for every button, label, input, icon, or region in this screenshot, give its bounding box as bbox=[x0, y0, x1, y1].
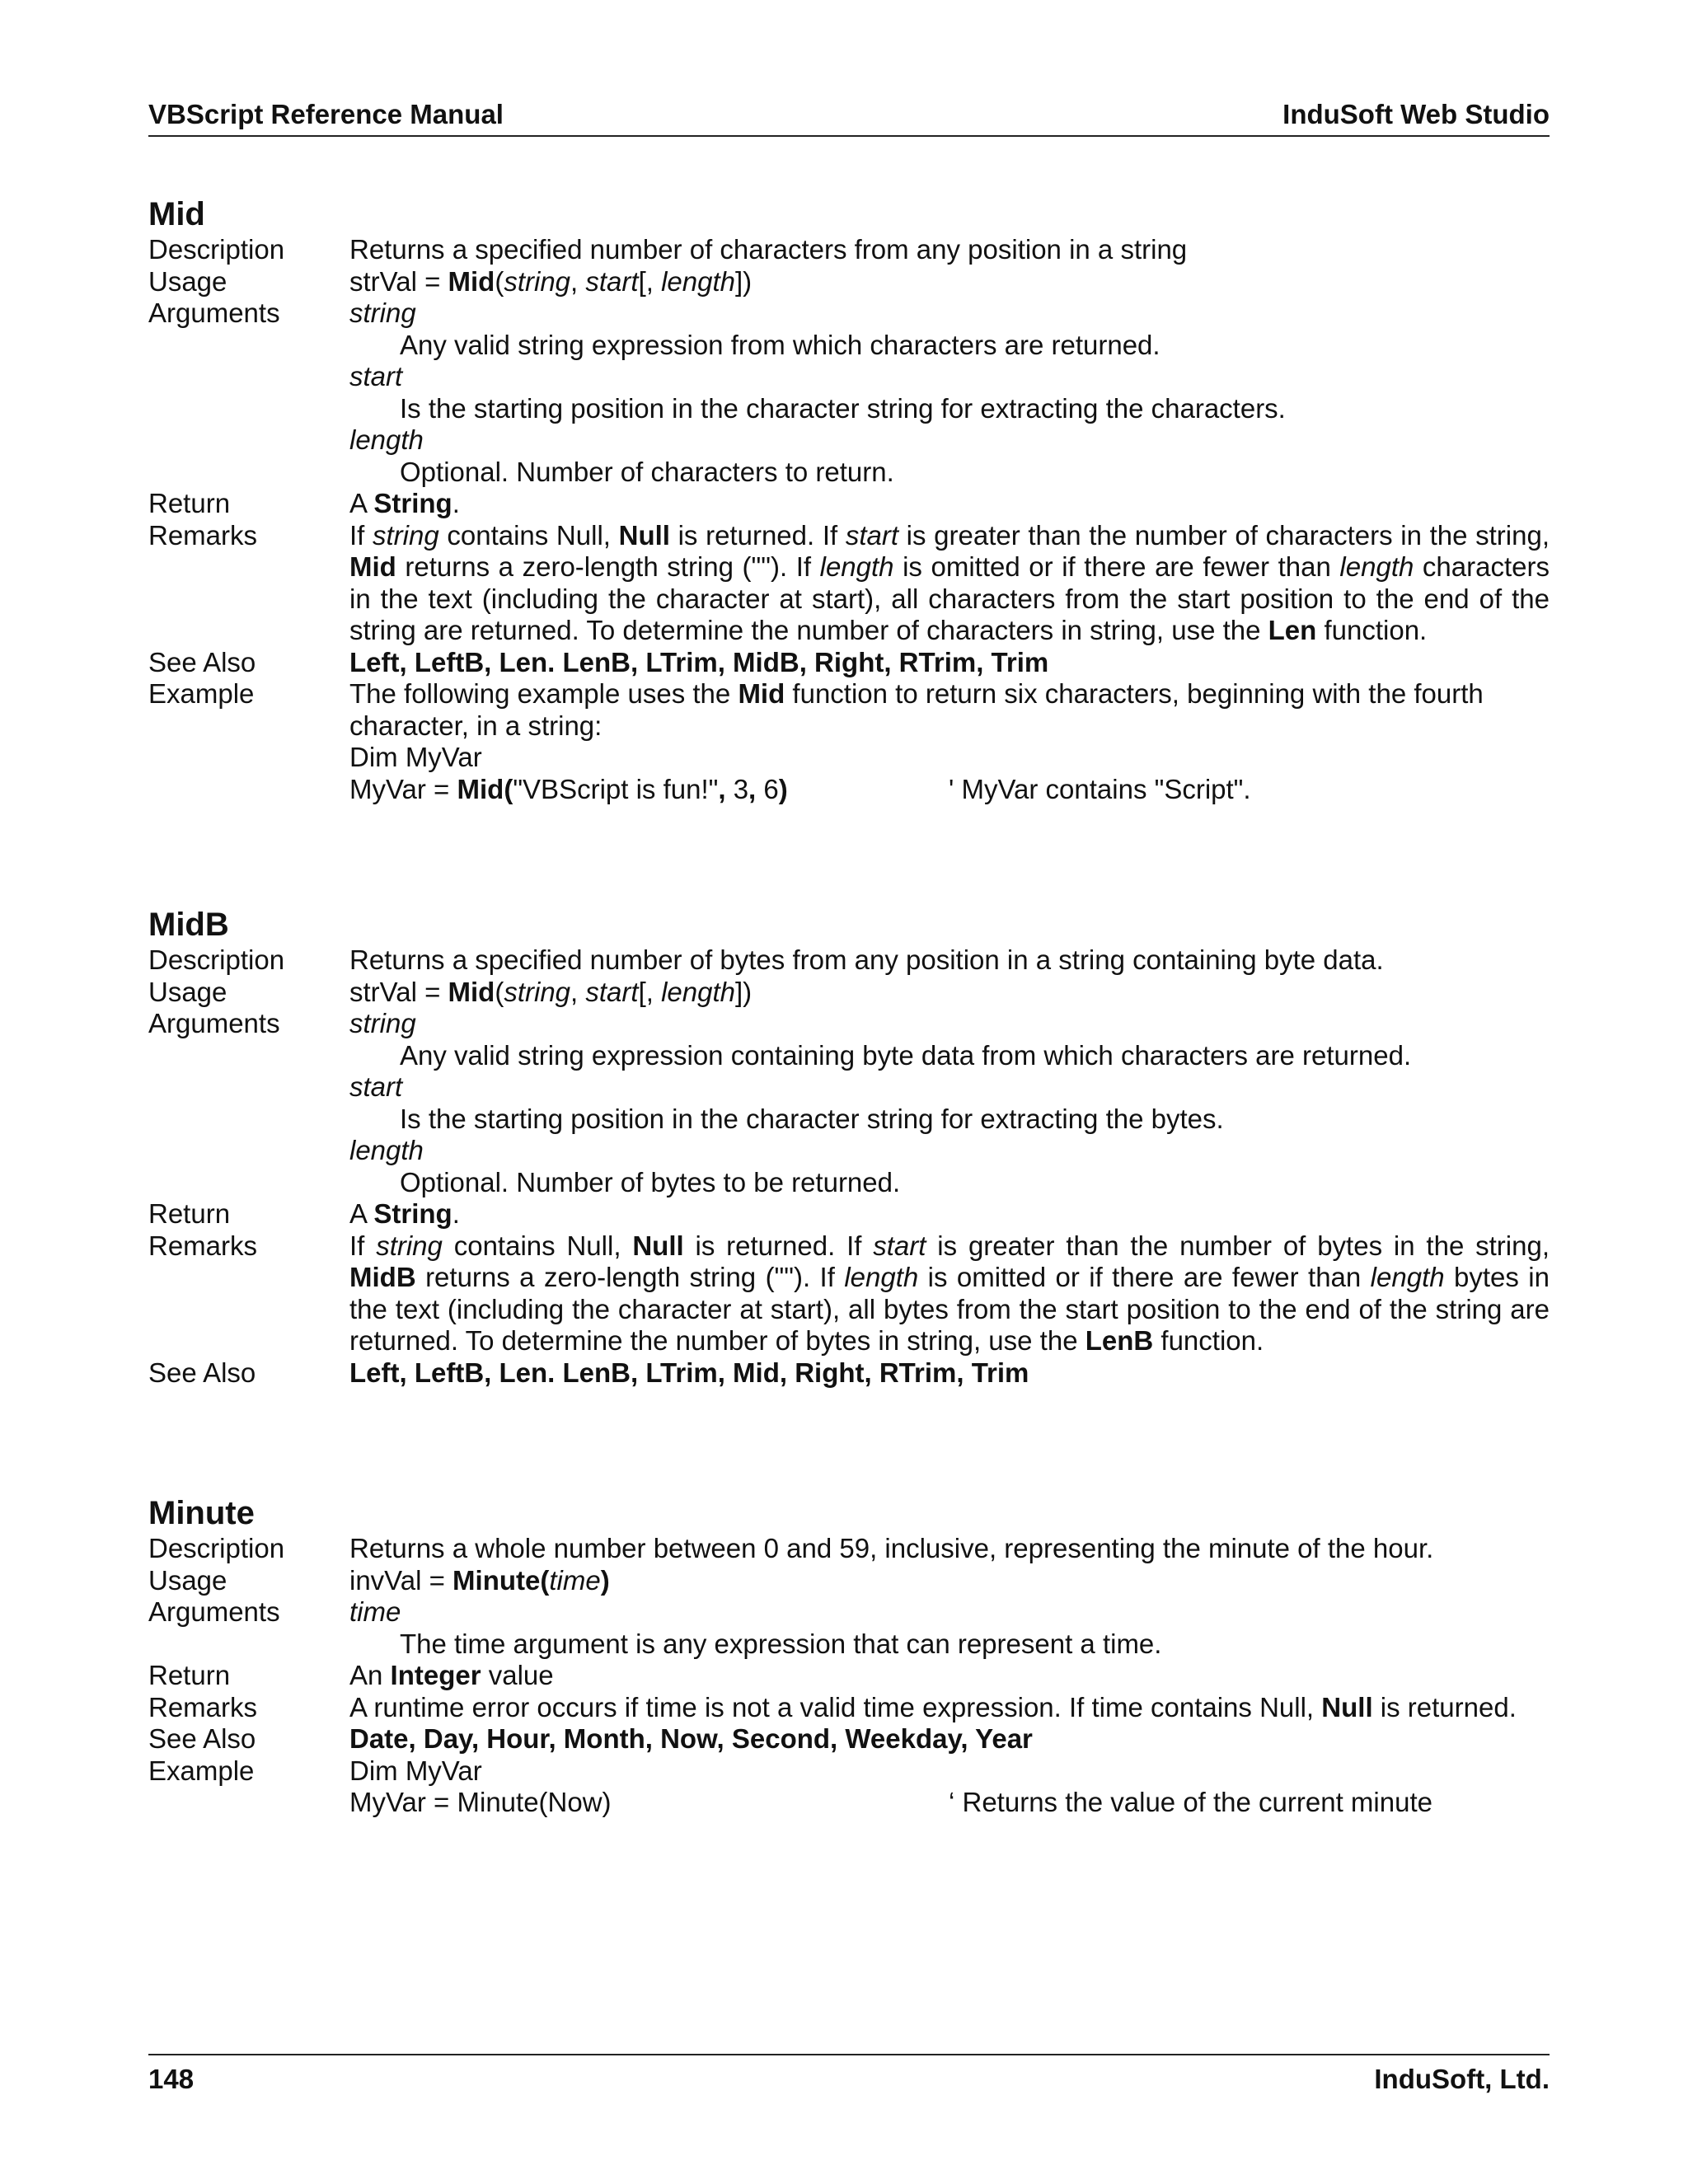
usage-label: Usage bbox=[148, 976, 227, 1007]
usage-label: Usage bbox=[148, 265, 227, 297]
page-header bbox=[148, 97, 1550, 137]
description-text: Returns a specified number of bytes from any position in a string containing byte data. bbox=[349, 944, 1384, 975]
return-label: Return bbox=[148, 1198, 231, 1229]
remarks-row bbox=[148, 1230, 1550, 1357]
product-name: InduSoft Web Studio bbox=[1282, 99, 1550, 129]
see-also-label: See Also bbox=[148, 1357, 256, 1388]
description-label: Description bbox=[148, 944, 285, 975]
description-label: Description bbox=[148, 234, 285, 265]
see-also-row bbox=[148, 1357, 1550, 1390]
remarks-row bbox=[148, 1692, 1550, 1724]
see-also-links: Date, Day, Hour, Month, Now, Second, Weekday, Year bbox=[349, 1723, 1033, 1754]
return-type: An Integer value bbox=[349, 1660, 554, 1690]
argument-description: Is the starting position in the character string for extracting the characters. bbox=[400, 392, 1286, 424]
argument-description: Any valid string expression containing byte data from which characters are returned. bbox=[400, 1039, 1412, 1071]
usage-syntax: strVal = Mid(string, start[, length]) bbox=[349, 976, 753, 1007]
code-comment: ‘ Returns the value of the current minute bbox=[949, 1787, 1432, 1817]
code-comment: ' MyVar contains "Script". bbox=[949, 773, 1251, 804]
argument-name: time bbox=[349, 1596, 401, 1627]
arguments-list bbox=[349, 1008, 1550, 1198]
entry-mid bbox=[148, 194, 1550, 805]
page-number: 148 bbox=[148, 2064, 195, 2094]
example-row bbox=[148, 1755, 1550, 1819]
see-also-label: See Also bbox=[148, 1723, 256, 1754]
argument-description: Optional. Number of characters to return. bbox=[400, 456, 894, 487]
usage-syntax: invVal = Minute(time) bbox=[349, 1564, 610, 1596]
remarks-text: A runtime error occurs if time is not a valid time expression. If time contains Null, Null is returned. bbox=[349, 1691, 1517, 1722]
return-row bbox=[148, 1660, 1550, 1692]
argument-description: Is the starting position in the character string for extracting the bytes. bbox=[400, 1103, 1224, 1134]
argument-description: Any valid string expression from which characters are returned. bbox=[400, 329, 1160, 360]
manual-title: VBScript Reference Manual bbox=[148, 99, 504, 129]
example-intro: The following example uses the Mid function to return six characters, beginning with the fourth character, in a string: bbox=[349, 678, 1484, 741]
see-also-links: Left, LeftB, Len. LenB, LTrim, Mid, Right, RTrim, Trim bbox=[349, 1357, 1029, 1388]
arguments-list bbox=[349, 1596, 1550, 1660]
usage-label: Usage bbox=[148, 1564, 227, 1596]
description-row bbox=[148, 944, 1550, 977]
remarks-text: If string contains Null, Null is returned. If start is greater than the number of bytes in the string, MidB returns a zero-length string (""). If length is omitted or if there are fewer than length bytes in the text (including the character at start), all bytes from the start position to the end of the string are returned. To determine the number of bytes in string, use the LenB function. bbox=[349, 1230, 1550, 1356]
remarks-label: Remarks bbox=[148, 519, 258, 551]
return-label: Return bbox=[148, 1660, 231, 1690]
argument-name: string bbox=[349, 298, 416, 328]
example-row bbox=[148, 678, 1550, 805]
see-also-links: Left, LeftB, Len. LenB, LTrim, MidB, Right, RTrim, Trim bbox=[349, 646, 1049, 677]
return-type: A String. bbox=[349, 1198, 460, 1229]
return-label: Return bbox=[148, 488, 231, 518]
code-line: Dim MyVar bbox=[349, 1755, 482, 1786]
description-row bbox=[148, 234, 1550, 266]
example-block bbox=[349, 678, 1550, 805]
argument-name: start bbox=[349, 361, 403, 391]
remarks-text: If string contains Null, Null is returned. If start is greater than the number of characters in the string, Mid returns a zero-length string (""). If length is omitted or if there are fewer than length characters in the text (including the character at start), all characters from the start position to the end of the string are returned. To determine the number of characters in string, use the Len function. bbox=[349, 519, 1550, 645]
code-line: MyVar = Minute(Now) ‘ Returns the value of the current minute bbox=[349, 1787, 1432, 1817]
usage-row bbox=[148, 977, 1550, 1009]
company-name: InduSoft, Ltd. bbox=[1374, 2064, 1550, 2094]
example-block bbox=[349, 1755, 1550, 1819]
page-footer bbox=[148, 2054, 1550, 2097]
example-label: Example bbox=[148, 1755, 255, 1786]
see-also-row bbox=[148, 647, 1550, 679]
example-label: Example bbox=[148, 678, 255, 709]
argument-description: Optional. Number of bytes to be returned. bbox=[400, 1166, 901, 1197]
usage-row bbox=[148, 1565, 1550, 1597]
arguments-label: Arguments bbox=[148, 298, 280, 328]
arguments-row bbox=[148, 1596, 1550, 1660]
usage-syntax: strVal = Mid(string, start[, length]) bbox=[349, 265, 753, 297]
usage-row bbox=[148, 266, 1550, 298]
description-label: Description bbox=[148, 1533, 285, 1563]
argument-name: start bbox=[349, 1071, 403, 1102]
argument-name: length bbox=[349, 1135, 424, 1165]
see-also-row bbox=[148, 1723, 1550, 1755]
entry-title: Mid bbox=[148, 196, 205, 232]
arguments-label: Arguments bbox=[148, 1008, 280, 1038]
entry-midb bbox=[148, 905, 1550, 1389]
description-text: Returns a whole number between 0 and 59, inclusive, representing the minute of the hour. bbox=[349, 1533, 1434, 1563]
arguments-row bbox=[148, 1008, 1550, 1198]
code-line: Dim MyVar bbox=[349, 742, 482, 772]
entry-title: Minute bbox=[148, 1495, 255, 1531]
return-type: A String. bbox=[349, 488, 460, 518]
remarks-label: Remarks bbox=[148, 1230, 258, 1261]
argument-name: string bbox=[349, 1008, 416, 1038]
arguments-list bbox=[349, 298, 1550, 488]
argument-description: The time argument is any expression that can represent a time. bbox=[400, 1628, 1162, 1659]
description-text: Returns a specified number of characters from any position in a string bbox=[349, 234, 1188, 265]
arguments-label: Arguments bbox=[148, 1596, 280, 1627]
entry-minute bbox=[148, 1493, 1550, 1819]
see-also-label: See Also bbox=[148, 646, 256, 677]
description-row bbox=[148, 1533, 1550, 1565]
code-line: MyVar = Mid("VBScript is fun!", 3, 6) ' MyVar contains "Script". bbox=[349, 773, 1251, 804]
remarks-label: Remarks bbox=[148, 1691, 258, 1722]
return-row bbox=[148, 1198, 1550, 1230]
arguments-row bbox=[148, 298, 1550, 488]
entry-title: MidB bbox=[148, 907, 229, 943]
remarks-row bbox=[148, 520, 1550, 647]
argument-name: length bbox=[349, 424, 424, 455]
return-row bbox=[148, 488, 1550, 520]
